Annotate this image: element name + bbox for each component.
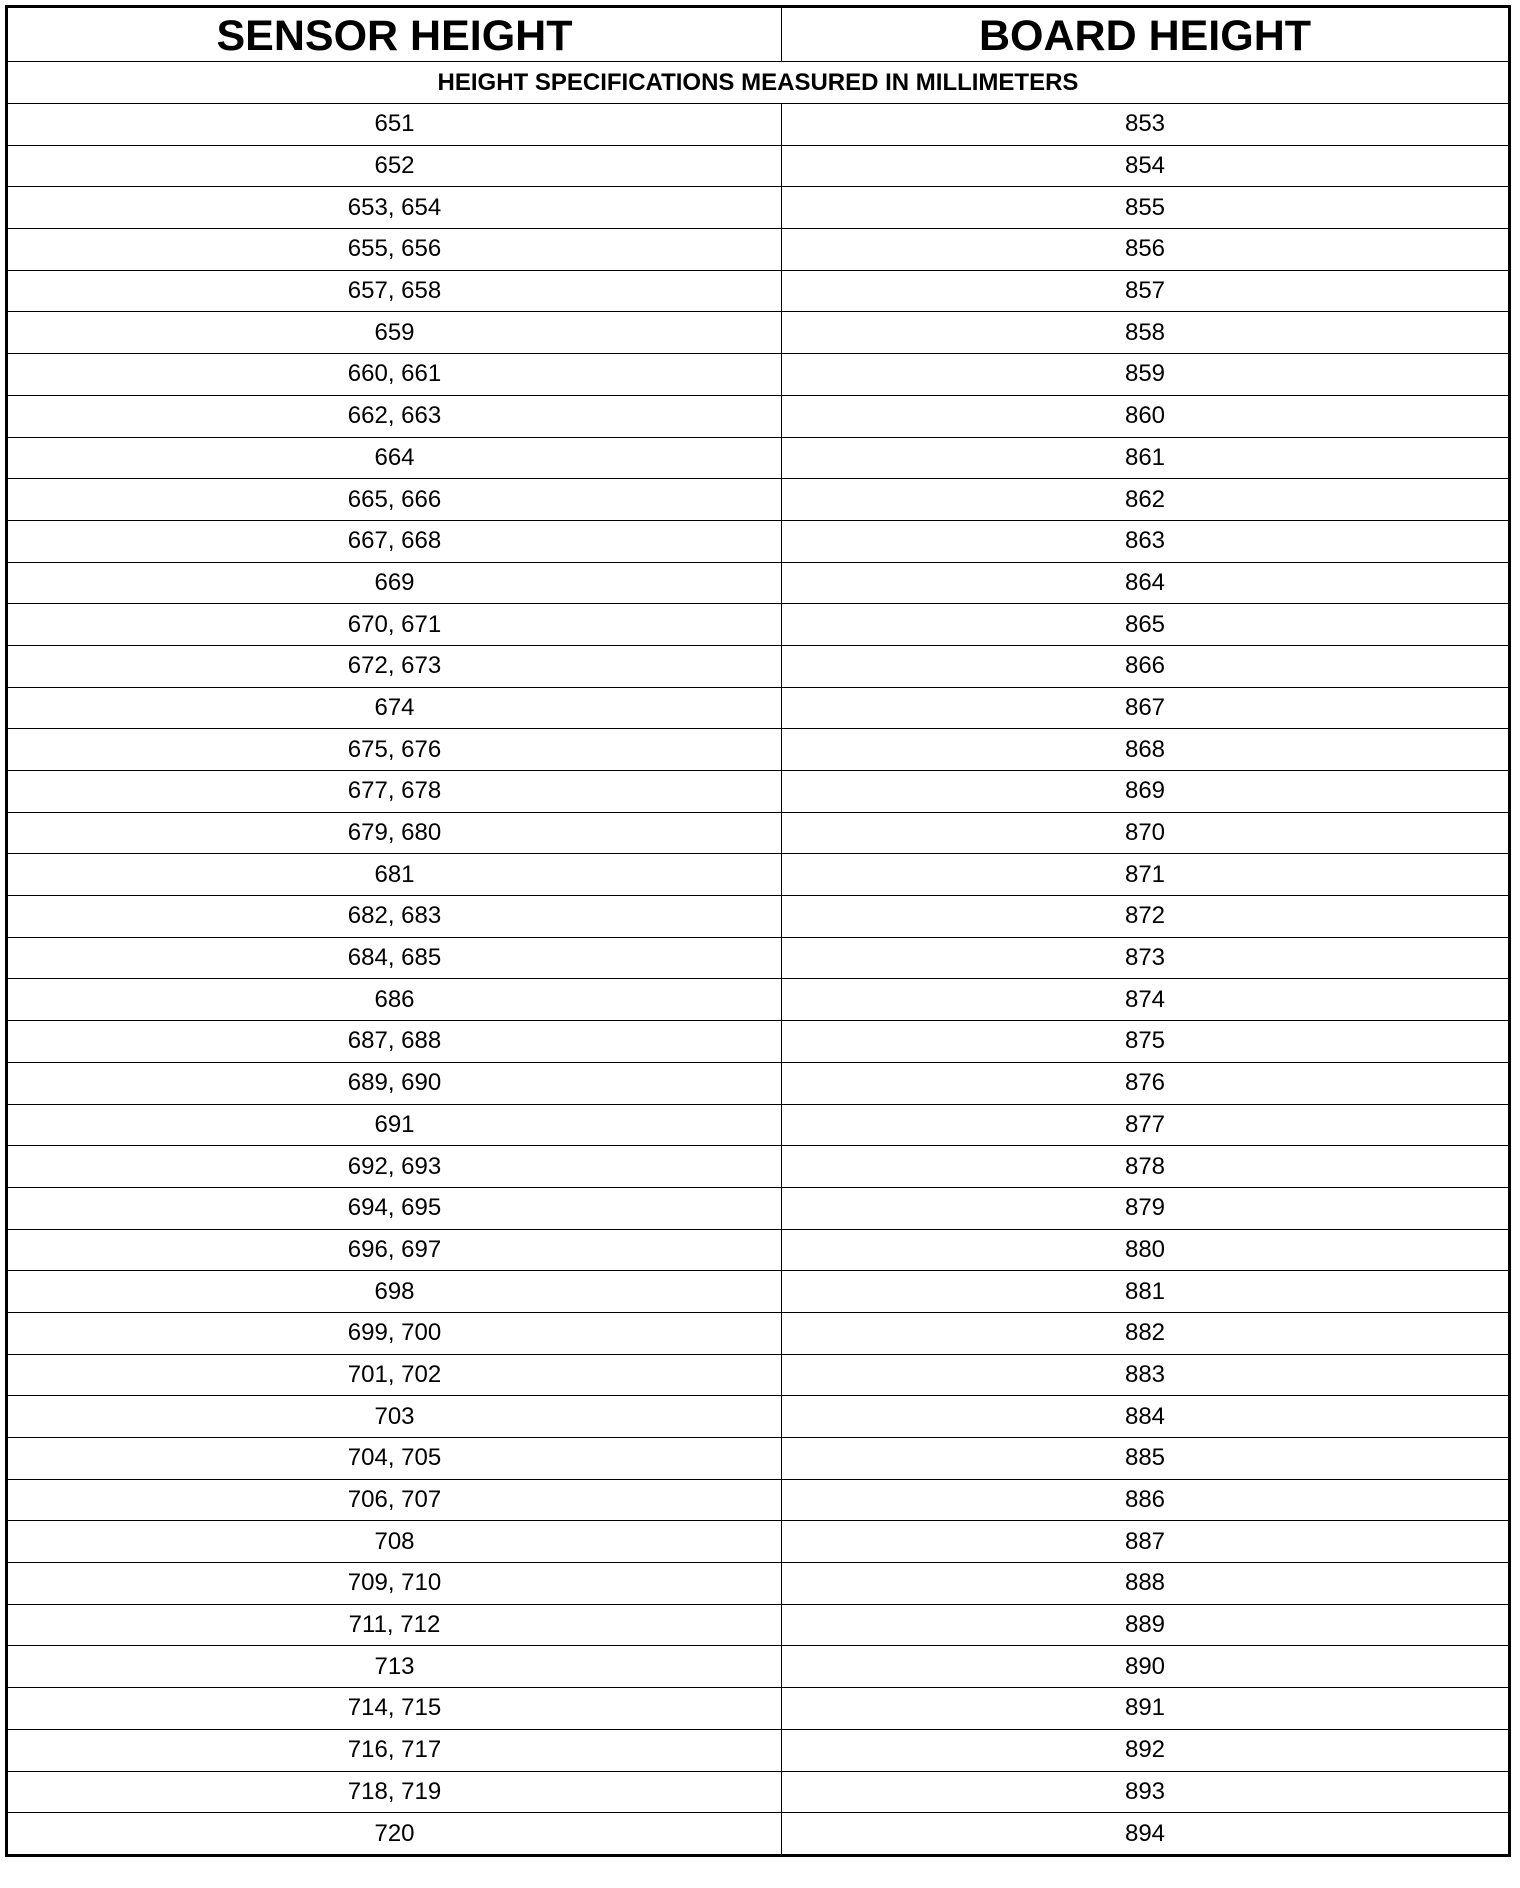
table-row [7, 812, 1510, 854]
board-height-cell: 857 [782, 270, 1510, 312]
table-row [7, 1187, 1510, 1229]
sensor-height-cell: 716, 717 [7, 1729, 782, 1771]
table-row [7, 979, 1510, 1021]
board-height-cell: 894 [782, 1813, 1510, 1856]
board-height-cell: 871 [782, 854, 1510, 896]
table-row [7, 1229, 1510, 1271]
sensor-height-cell: 686 [7, 979, 782, 1021]
sensor-height-cell: 667, 668 [7, 520, 782, 562]
board-height-cell: 863 [782, 520, 1510, 562]
table-row [7, 1771, 1510, 1813]
sensor-height-cell: 672, 673 [7, 645, 782, 687]
table-row [7, 479, 1510, 521]
table-row [7, 1146, 1510, 1188]
table-row [7, 1563, 1510, 1605]
board-height-cell: 862 [782, 479, 1510, 521]
board-height-cell: 866 [782, 645, 1510, 687]
table-row [7, 1688, 1510, 1730]
units-note: HEIGHT SPECIFICATIONS MEASURED IN MILLIMETERS [7, 62, 1510, 104]
table-row [7, 896, 1510, 938]
board-height-cell: 890 [782, 1646, 1510, 1688]
header-row [7, 7, 1510, 62]
table-row [7, 604, 1510, 646]
board-height-cell: 877 [782, 1104, 1510, 1146]
sensor-height-cell: 711, 712 [7, 1604, 782, 1646]
sensor-height-cell: 674 [7, 687, 782, 729]
height-spec-table [5, 5, 1511, 1857]
sensor-height-cell: 714, 715 [7, 1688, 782, 1730]
table-row [7, 437, 1510, 479]
board-height-cell: 881 [782, 1271, 1510, 1313]
table-row [7, 312, 1510, 354]
board-height-cell: 889 [782, 1604, 1510, 1646]
sensor-height-cell: 651 [7, 104, 782, 146]
board-height-cell: 858 [782, 312, 1510, 354]
board-height-cell: 884 [782, 1396, 1510, 1438]
board-height-cell: 856 [782, 229, 1510, 271]
table-row [7, 187, 1510, 229]
table-row [7, 1312, 1510, 1354]
table-row [7, 937, 1510, 979]
sensor-height-cell: 706, 707 [7, 1479, 782, 1521]
table-row [7, 1521, 1510, 1563]
sensor-height-cell: 675, 676 [7, 729, 782, 771]
board-height-cell: 876 [782, 1062, 1510, 1104]
table-row [7, 771, 1510, 813]
sensor-height-cell: 694, 695 [7, 1187, 782, 1229]
table-row [7, 687, 1510, 729]
sensor-height-cell: 720 [7, 1813, 782, 1856]
sensor-height-cell: 713 [7, 1646, 782, 1688]
sensor-height-header: SENSOR HEIGHT [7, 7, 782, 62]
board-height-cell: 882 [782, 1312, 1510, 1354]
board-height-cell: 869 [782, 771, 1510, 813]
sensor-height-cell: 679, 680 [7, 812, 782, 854]
table-row [7, 145, 1510, 187]
board-height-cell: 874 [782, 979, 1510, 1021]
sensor-height-cell: 698 [7, 1271, 782, 1313]
board-height-cell: 886 [782, 1479, 1510, 1521]
board-height-cell: 872 [782, 896, 1510, 938]
table-row [7, 645, 1510, 687]
table-row [7, 1354, 1510, 1396]
sensor-height-cell: 692, 693 [7, 1146, 782, 1188]
table-row [7, 854, 1510, 896]
table-row [7, 1813, 1510, 1856]
sensor-height-cell: 682, 683 [7, 896, 782, 938]
sensor-height-cell: 699, 700 [7, 1312, 782, 1354]
table-row [7, 520, 1510, 562]
board-height-cell: 864 [782, 562, 1510, 604]
board-height-cell: 888 [782, 1563, 1510, 1605]
sensor-height-cell: 655, 656 [7, 229, 782, 271]
table-row [7, 1729, 1510, 1771]
board-height-cell: 873 [782, 937, 1510, 979]
board-height-cell: 867 [782, 687, 1510, 729]
table-row [7, 562, 1510, 604]
table-row [7, 229, 1510, 271]
board-height-cell: 854 [782, 145, 1510, 187]
table-row [7, 1646, 1510, 1688]
board-height-cell: 855 [782, 187, 1510, 229]
table-row [7, 1604, 1510, 1646]
sensor-height-cell: 662, 663 [7, 395, 782, 437]
table-row [7, 1104, 1510, 1146]
sensor-height-cell: 657, 658 [7, 270, 782, 312]
table-row [7, 1438, 1510, 1480]
table-row [7, 354, 1510, 396]
sensor-height-cell: 718, 719 [7, 1771, 782, 1813]
sensor-height-cell: 703 [7, 1396, 782, 1438]
sensor-height-cell: 709, 710 [7, 1563, 782, 1605]
sensor-height-cell: 665, 666 [7, 479, 782, 521]
table-row [7, 104, 1510, 146]
board-height-cell: 860 [782, 395, 1510, 437]
sensor-height-cell: 684, 685 [7, 937, 782, 979]
board-height-cell: 880 [782, 1229, 1510, 1271]
sensor-height-cell: 687, 688 [7, 1021, 782, 1063]
sensor-height-cell: 653, 654 [7, 187, 782, 229]
sensor-height-cell: 669 [7, 562, 782, 604]
sensor-height-cell: 701, 702 [7, 1354, 782, 1396]
table-row [7, 270, 1510, 312]
board-height-header: BOARD HEIGHT [782, 7, 1510, 62]
sensor-height-cell: 670, 671 [7, 604, 782, 646]
table-body [7, 104, 1510, 1856]
board-height-cell: 868 [782, 729, 1510, 771]
table-row [7, 1062, 1510, 1104]
sensor-height-cell: 664 [7, 437, 782, 479]
sensor-height-cell: 689, 690 [7, 1062, 782, 1104]
board-height-cell: 865 [782, 604, 1510, 646]
board-height-cell: 883 [782, 1354, 1510, 1396]
sensor-height-cell: 696, 697 [7, 1229, 782, 1271]
board-height-cell: 878 [782, 1146, 1510, 1188]
board-height-cell: 853 [782, 104, 1510, 146]
table-row [7, 1396, 1510, 1438]
board-height-cell: 870 [782, 812, 1510, 854]
table-row [7, 1021, 1510, 1063]
board-height-cell: 885 [782, 1438, 1510, 1480]
board-height-cell: 879 [782, 1187, 1510, 1229]
sensor-height-cell: 691 [7, 1104, 782, 1146]
board-height-cell: 859 [782, 354, 1510, 396]
sensor-height-cell: 704, 705 [7, 1438, 782, 1480]
table-row [7, 1271, 1510, 1313]
table-row [7, 729, 1510, 771]
sensor-height-cell: 652 [7, 145, 782, 187]
sensor-height-cell: 681 [7, 854, 782, 896]
board-height-cell: 891 [782, 1688, 1510, 1730]
table-header [7, 7, 1510, 104]
board-height-cell: 892 [782, 1729, 1510, 1771]
sensor-height-cell: 660, 661 [7, 354, 782, 396]
table-row [7, 395, 1510, 437]
sensor-height-cell: 659 [7, 312, 782, 354]
board-height-cell: 887 [782, 1521, 1510, 1563]
board-height-cell: 861 [782, 437, 1510, 479]
board-height-cell: 875 [782, 1021, 1510, 1063]
sensor-height-cell: 708 [7, 1521, 782, 1563]
sensor-height-cell: 677, 678 [7, 771, 782, 813]
board-height-cell: 893 [782, 1771, 1510, 1813]
units-note-row [7, 62, 1510, 104]
table-row [7, 1479, 1510, 1521]
